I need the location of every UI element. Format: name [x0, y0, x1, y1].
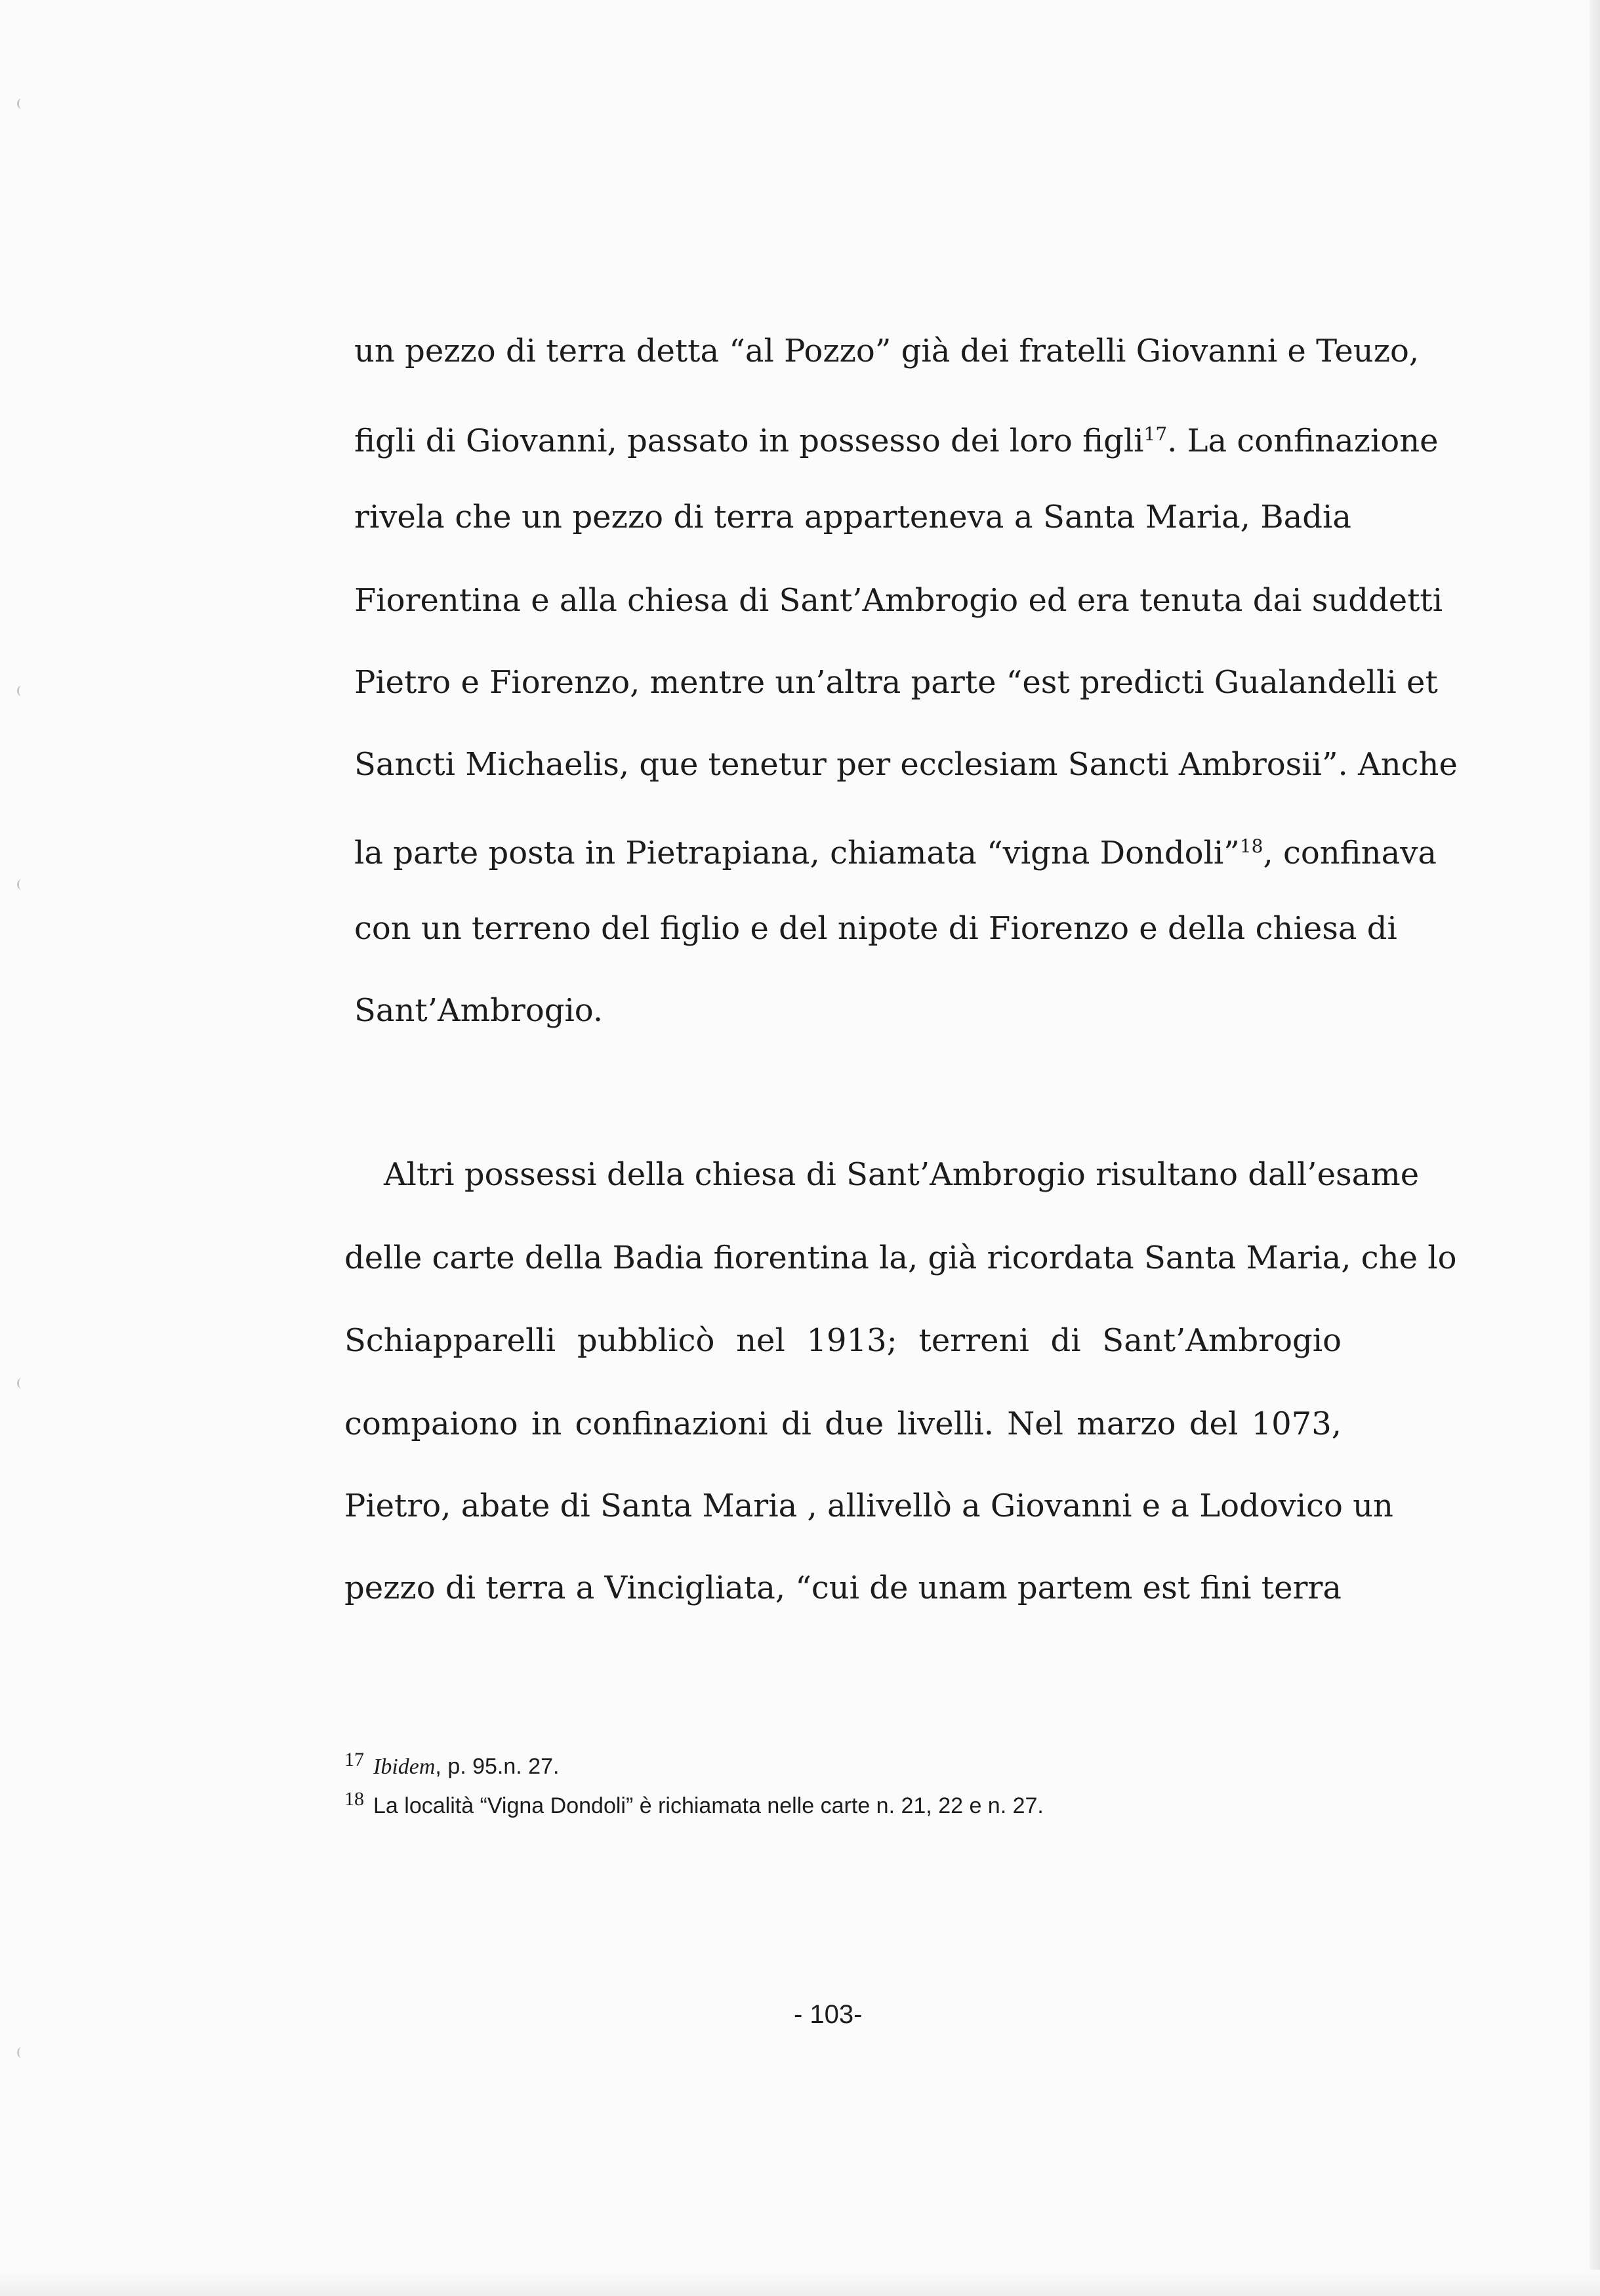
scan-edge-right	[1590, 0, 1600, 2296]
punch-hole-mark	[17, 879, 26, 890]
footnote-italic: Ibidem	[373, 1755, 436, 1779]
footnote-number: 18	[344, 1788, 364, 1810]
text-line: Fiorentina e alla chiesa di Sant’Ambrogio ed era tenuta dai suddetti	[354, 582, 1443, 619]
line-text: figli di Giovanni, passato in possesso dei loro figli	[354, 423, 1144, 459]
footnote-17	[344, 1745, 559, 1782]
text-line: Pietro, abate di Santa Maria , allivellò a Giovanni e a Lodovico un	[344, 1488, 1393, 1524]
footnote-ref-18[interactable]: 18	[1239, 835, 1263, 857]
footnote-text: , p. 95.n. 27.	[435, 1754, 560, 1779]
text-line: Pietro e Fiorenzo, mentre un’altra parte “est predicti Gualandelli et	[354, 664, 1438, 701]
text-line: delle carte della Badia fiorentina la, già ricordata Santa Maria, che lo	[344, 1240, 1457, 1276]
line-text: . La confinazione	[1167, 423, 1439, 459]
text-line: Altri possessi della chiesa di Sant’Ambrogio risultano dall’esame	[384, 1156, 1420, 1193]
text-line: un pezzo di terra detta “al Pozzo” già dei fratelli Giovanni e Teuzo,	[354, 333, 1420, 369]
punch-hole-mark	[17, 1378, 26, 1388]
line-text: , confinava	[1263, 835, 1437, 871]
text-line: Schiapparelli pubblicò nel 1913; terreni di Sant’Ambrogio	[344, 1322, 1342, 1359]
footnote-text: La località “Vigna Dondoli” è richiamata nelle carte n. 21, 22 e n. 27.	[373, 1793, 1044, 1818]
punch-hole-mark	[17, 2047, 26, 2058]
line-segment	[354, 415, 1439, 461]
footnote-number: 17	[344, 1749, 364, 1770]
text-line	[354, 827, 1437, 873]
punch-hole-mark	[17, 686, 26, 696]
footnote-ref-17[interactable]: 17	[1143, 423, 1168, 445]
text-line: Sant’Ambrogio.	[354, 992, 604, 1029]
text-line: Sancti Michaelis, que tenetur per ecclesiam Sancti Ambrosii”. Anche	[354, 746, 1458, 783]
text-line: rivela che un pezzo di terra apparteneva a Santa Maria, Badia	[354, 499, 1351, 535]
text-line: pezzo di terra a Vincigliata, “cui de unam partem est fini terra	[344, 1570, 1342, 1606]
text-line: con un terreno del figlio e del nipote di Fiorenzo e della chiesa di	[354, 910, 1397, 947]
line-text: la parte posta in Pietrapiana, chiamata “vigna Dondoli”	[354, 835, 1240, 871]
page-number: - 103-	[794, 2000, 863, 2029]
text-line: compaiono in confinazioni di due livelli. Nel marzo del 1073,	[344, 1406, 1342, 1442]
scan-edge-bottom	[0, 2270, 1600, 2296]
text-line	[354, 415, 1439, 461]
footnote-18	[344, 1785, 1044, 1820]
punch-hole-mark	[17, 98, 26, 109]
